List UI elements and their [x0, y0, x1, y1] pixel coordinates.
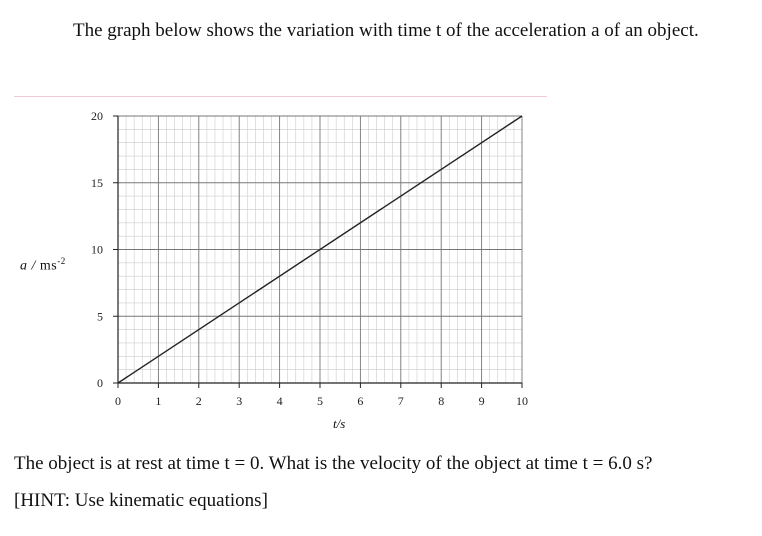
x-tick-label: 8: [438, 394, 445, 408]
y-tick-label: 0: [97, 376, 103, 390]
x-tick-label: 7: [397, 394, 404, 408]
y-axis-unit-exponent: -2: [57, 256, 66, 266]
x-tick-label: 4: [276, 394, 283, 408]
x-tick-label: 0: [115, 394, 121, 408]
x-tick-label: 5: [317, 394, 323, 408]
x-tick-label: 6: [357, 394, 364, 408]
y-axis-symbol: a: [20, 258, 28, 274]
hint-text: [HINT: Use kinematic equations]: [14, 490, 268, 511]
y-tick-label: 5: [97, 309, 103, 324]
x-tick-label: 9: [478, 394, 485, 408]
y-tick-labels: [91, 109, 103, 390]
y-tick-label: 10: [91, 242, 103, 257]
y-tick-label: 20: [91, 109, 103, 123]
x-tick-label: 1: [155, 394, 162, 408]
x-tick-labels: [115, 394, 528, 408]
x-axis-label: t/s: [333, 416, 346, 431]
intro-text: The graph below shows the variation with time t of the acceleration a of an object.: [73, 20, 699, 41]
y-tick-label: 15: [91, 175, 103, 190]
x-tick-label: 3: [236, 394, 243, 408]
x-tick-label: 2: [195, 394, 202, 408]
y-axis-unit: ms: [39, 258, 58, 274]
x-tick-label: 10: [516, 394, 528, 408]
question-text: The object is at rest at time t = 0. What is the velocity of the object at time t = 6.0 s?: [14, 453, 653, 474]
y-axis-label: a / $ms^{-2}$: [20, 256, 66, 274]
